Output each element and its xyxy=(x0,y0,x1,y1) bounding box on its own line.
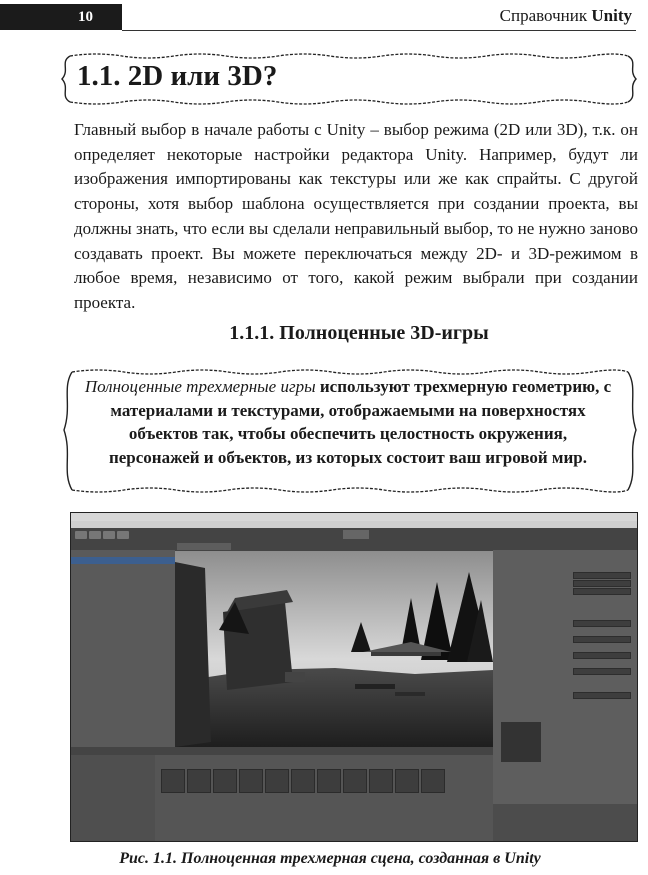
project-tree-row xyxy=(71,797,155,804)
move-tool-icon xyxy=(89,531,101,539)
asset-thumbnail xyxy=(213,769,237,793)
inspector-field xyxy=(573,668,631,675)
definition-term: Полноценные трехмерные игры xyxy=(84,377,316,396)
hierarchy-row xyxy=(71,557,175,564)
inspector-tab xyxy=(493,542,637,550)
project-tree-row xyxy=(71,783,155,790)
asset-thumbnail xyxy=(265,769,289,793)
hierarchy-row xyxy=(71,593,175,600)
material-preview xyxy=(501,722,541,762)
tab-game xyxy=(203,543,231,550)
intro-paragraph: Главный выбор в начале работы с Unity – выбор режима (2D или 3D), т.к. он определяет некоторые настройки редактора Unity. Например, будут ли изображения импортированы как текстуры или же как спрайты. С другой стороны, хотя выбор шаблона осуществляется при создании проекта, вы должны знать, что если вы сделали неправильный выбор, то не нужно заново создавать проект. Вы можете переключаться между 2D- и 3D-режимом в любое время, независимо от того, какой режим выбрали при создании проекта. xyxy=(74,120,638,312)
unity-editor-screenshot xyxy=(70,512,638,842)
hierarchy-panel xyxy=(71,542,175,747)
definition-text: используют трехмерную геометрию, с материалами и текстурами, отображаемыми на поверхностях объектов так, чтобы обеспечить целостность окружения, персонажей и объектов, из которых состоит ваш игровой мир. xyxy=(108,377,612,467)
running-head-prefix: Справочник xyxy=(499,6,592,25)
project-tree-row xyxy=(71,762,155,769)
inspector-row xyxy=(493,598,637,606)
project-tree-row xyxy=(71,755,155,762)
editor-titlebar xyxy=(71,513,637,521)
inspector-field xyxy=(573,580,631,587)
hierarchy-row xyxy=(71,615,175,622)
hierarchy-row xyxy=(71,579,175,586)
hierarchy-row xyxy=(71,636,175,643)
inspector-panel xyxy=(493,542,637,841)
inspector-row xyxy=(493,550,637,558)
inspector-field xyxy=(573,636,631,643)
hierarchy-tab xyxy=(71,542,175,550)
inspector-row xyxy=(493,606,637,614)
asset-thumbnail xyxy=(369,769,393,793)
hierarchy-row xyxy=(71,629,175,636)
hierarchy-row xyxy=(71,658,175,665)
project-tree-row xyxy=(71,825,155,832)
tab-scene xyxy=(177,543,205,550)
inspector-row xyxy=(493,678,637,686)
inspector-field xyxy=(573,620,631,627)
page-header xyxy=(0,0,648,36)
section-title: 1.1. 2D или 3D? xyxy=(77,60,278,92)
figure-caption: Рис. 1.1. Полноценная трехмерная сцена, созданная в Unity xyxy=(119,850,541,867)
inspector-field xyxy=(573,652,631,659)
hierarchy-row xyxy=(71,564,175,571)
hierarchy-row xyxy=(71,694,175,701)
rotate-tool-icon xyxy=(103,531,115,539)
editor-menubar xyxy=(71,521,637,528)
hand-tool-icon xyxy=(75,531,87,539)
hierarchy-row xyxy=(71,622,175,629)
project-tree xyxy=(71,755,155,841)
hierarchy-row xyxy=(71,687,175,694)
hierarchy-row xyxy=(71,672,175,679)
asset-thumbnail xyxy=(421,769,445,793)
running-head-unity: Unity xyxy=(591,6,632,25)
hierarchy-row xyxy=(71,679,175,686)
subsection-title: 1.1.1. Полноценные 3D-игры xyxy=(229,322,489,344)
project-tree-row xyxy=(71,776,155,783)
asset-thumbnail xyxy=(161,769,185,793)
project-panel xyxy=(71,747,493,841)
inspector-footer xyxy=(493,804,637,841)
definition-box xyxy=(82,375,614,469)
asset-thumbnail xyxy=(343,769,367,793)
hierarchy-row xyxy=(71,586,175,593)
page-number: 10 xyxy=(0,4,122,30)
scene-view xyxy=(175,542,493,747)
scene-render xyxy=(175,542,493,747)
asset-thumbnail xyxy=(395,769,419,793)
inspector-field xyxy=(573,692,631,699)
scale-tool-icon xyxy=(117,531,129,539)
hierarchy-row xyxy=(71,651,175,658)
header-rule xyxy=(122,30,636,31)
hierarchy-row xyxy=(71,608,175,615)
hierarchy-row xyxy=(71,550,175,557)
asset-thumbnail xyxy=(291,769,315,793)
asset-thumbnail xyxy=(317,769,341,793)
project-tab xyxy=(71,747,493,755)
asset-thumbnail xyxy=(187,769,211,793)
inspector-row xyxy=(493,702,637,710)
project-tree-row xyxy=(71,811,155,818)
inspector-field xyxy=(573,588,631,595)
project-tree-row xyxy=(71,790,155,797)
play-controls xyxy=(343,530,369,539)
hierarchy-row xyxy=(71,643,175,650)
project-tree-row xyxy=(71,769,155,776)
inspector-row xyxy=(493,558,637,566)
hierarchy-row xyxy=(71,665,175,672)
running-head xyxy=(500,6,632,26)
inspector-field xyxy=(573,572,631,579)
hierarchy-row xyxy=(71,572,175,579)
project-tree-row xyxy=(71,818,155,825)
asset-thumbnail xyxy=(239,769,263,793)
hierarchy-row xyxy=(71,600,175,607)
project-tree-row xyxy=(71,804,155,811)
